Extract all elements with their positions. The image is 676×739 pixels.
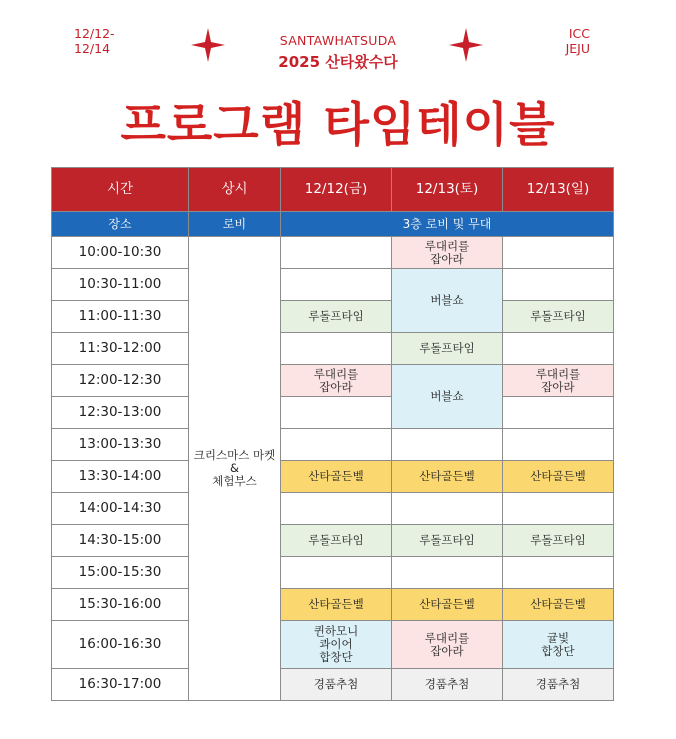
event-cell: 산타골든벨 bbox=[392, 589, 503, 621]
event-cell: 루대리를 잡아라 bbox=[503, 365, 614, 397]
empty-cell bbox=[281, 557, 392, 589]
time-cell: 13:30-14:00 bbox=[52, 461, 189, 493]
location-main: 3층 로비 및 무대 bbox=[281, 212, 614, 237]
venue-line2: JEJU bbox=[565, 41, 590, 56]
timetable bbox=[51, 167, 614, 701]
time-cell: 10:30-11:00 bbox=[52, 269, 189, 301]
empty-cell bbox=[281, 397, 392, 429]
event-cell: 경품추첨 bbox=[392, 669, 503, 701]
table-row bbox=[52, 397, 614, 429]
time-cell: 11:30-12:00 bbox=[52, 333, 189, 365]
time-cell: 11:00-11:30 bbox=[52, 301, 189, 333]
header-row bbox=[52, 168, 614, 212]
event-cell: 루돌프타임 bbox=[281, 525, 392, 557]
table-row bbox=[52, 237, 614, 269]
header-time: 시간 bbox=[52, 168, 189, 212]
table-row bbox=[52, 557, 614, 589]
time-cell: 14:30-15:00 bbox=[52, 525, 189, 557]
table-row bbox=[52, 301, 614, 333]
table-row bbox=[52, 525, 614, 557]
time-cell: 16:00-16:30 bbox=[52, 621, 189, 669]
table-row bbox=[52, 365, 614, 397]
location-row bbox=[52, 212, 614, 237]
event-cell: 루돌프타임 bbox=[392, 333, 503, 365]
event-cell: 버블쇼 bbox=[392, 269, 503, 333]
empty-cell bbox=[392, 429, 503, 461]
sparkle-star-icon-right bbox=[448, 27, 484, 63]
table-row bbox=[52, 461, 614, 493]
event-cell: 산타골든벨 bbox=[281, 461, 392, 493]
event-cell: 버블쇼 bbox=[392, 365, 503, 429]
time-cell: 15:00-15:30 bbox=[52, 557, 189, 589]
time-cell: 15:30-16:00 bbox=[52, 589, 189, 621]
time-cell: 13:00-13:30 bbox=[52, 429, 189, 461]
event-cell: 루대리를 잡아라 bbox=[281, 365, 392, 397]
event-cell: 산타골든벨 bbox=[503, 461, 614, 493]
location-label: 장소 bbox=[52, 212, 189, 237]
empty-cell bbox=[281, 237, 392, 269]
empty-cell bbox=[503, 397, 614, 429]
brand-english: SANTAWHATSUDA bbox=[279, 33, 397, 48]
event-cell: 루대리를 잡아라 bbox=[392, 621, 503, 669]
page-title: 프로그램 타임테이블 bbox=[120, 98, 556, 153]
time-cell: 10:00-10:30 bbox=[52, 237, 189, 269]
empty-cell bbox=[281, 493, 392, 525]
header-day-fri: 12/12(금) bbox=[281, 168, 392, 212]
time-cell: 16:30-17:00 bbox=[52, 669, 189, 701]
empty-cell bbox=[503, 429, 614, 461]
empty-cell bbox=[503, 269, 614, 301]
event-cell: 산타골든벨 bbox=[392, 461, 503, 493]
event-cell: 경품추첨 bbox=[281, 669, 392, 701]
empty-cell bbox=[503, 493, 614, 525]
event-cell: 루돌프타임 bbox=[281, 301, 392, 333]
event-cell: 경품추첨 bbox=[503, 669, 614, 701]
event-venue bbox=[566, 26, 590, 56]
empty-cell bbox=[392, 493, 503, 525]
date-end: 12/14 bbox=[74, 41, 111, 56]
table-row bbox=[52, 669, 614, 701]
empty-cell bbox=[503, 237, 614, 269]
always-event-cell: 크리스마스 마켓 & 체험부스 bbox=[189, 237, 281, 701]
table-row bbox=[52, 589, 614, 621]
brand-korean: 2025 산타왔수다 bbox=[278, 53, 398, 71]
time-cell: 14:00-14:30 bbox=[52, 493, 189, 525]
event-cell: 루돌프타임 bbox=[503, 301, 614, 333]
table-row bbox=[52, 621, 614, 669]
empty-cell bbox=[281, 269, 392, 301]
empty-cell bbox=[281, 429, 392, 461]
table-row bbox=[52, 429, 614, 461]
date-start: 12/12- bbox=[74, 26, 115, 41]
event-cell: 루대리를 잡아라 bbox=[392, 237, 503, 269]
event-cell: 퀸하모니 콰이어 합창단 bbox=[281, 621, 392, 669]
table-row bbox=[52, 269, 614, 301]
header-day-sat: 12/13(토) bbox=[392, 168, 503, 212]
empty-cell bbox=[392, 557, 503, 589]
header-day-sun: 12/13(일) bbox=[503, 168, 614, 212]
empty-cell bbox=[503, 557, 614, 589]
event-cell: 루돌프타임 bbox=[503, 525, 614, 557]
empty-cell bbox=[281, 333, 392, 365]
location-lobby: 로비 bbox=[189, 212, 281, 237]
empty-cell bbox=[503, 333, 614, 365]
event-cell: 귤빛 합창단 bbox=[503, 621, 614, 669]
time-cell: 12:30-13:00 bbox=[52, 397, 189, 429]
table-row bbox=[52, 333, 614, 365]
event-cell: 산타골든벨 bbox=[281, 589, 392, 621]
event-cell: 산타골든벨 bbox=[503, 589, 614, 621]
event-cell: 루돌프타임 bbox=[392, 525, 503, 557]
venue-line1: ICC bbox=[568, 26, 590, 41]
time-cell: 12:00-12:30 bbox=[52, 365, 189, 397]
header-always: 상시 bbox=[189, 168, 281, 212]
table-row bbox=[52, 493, 614, 525]
